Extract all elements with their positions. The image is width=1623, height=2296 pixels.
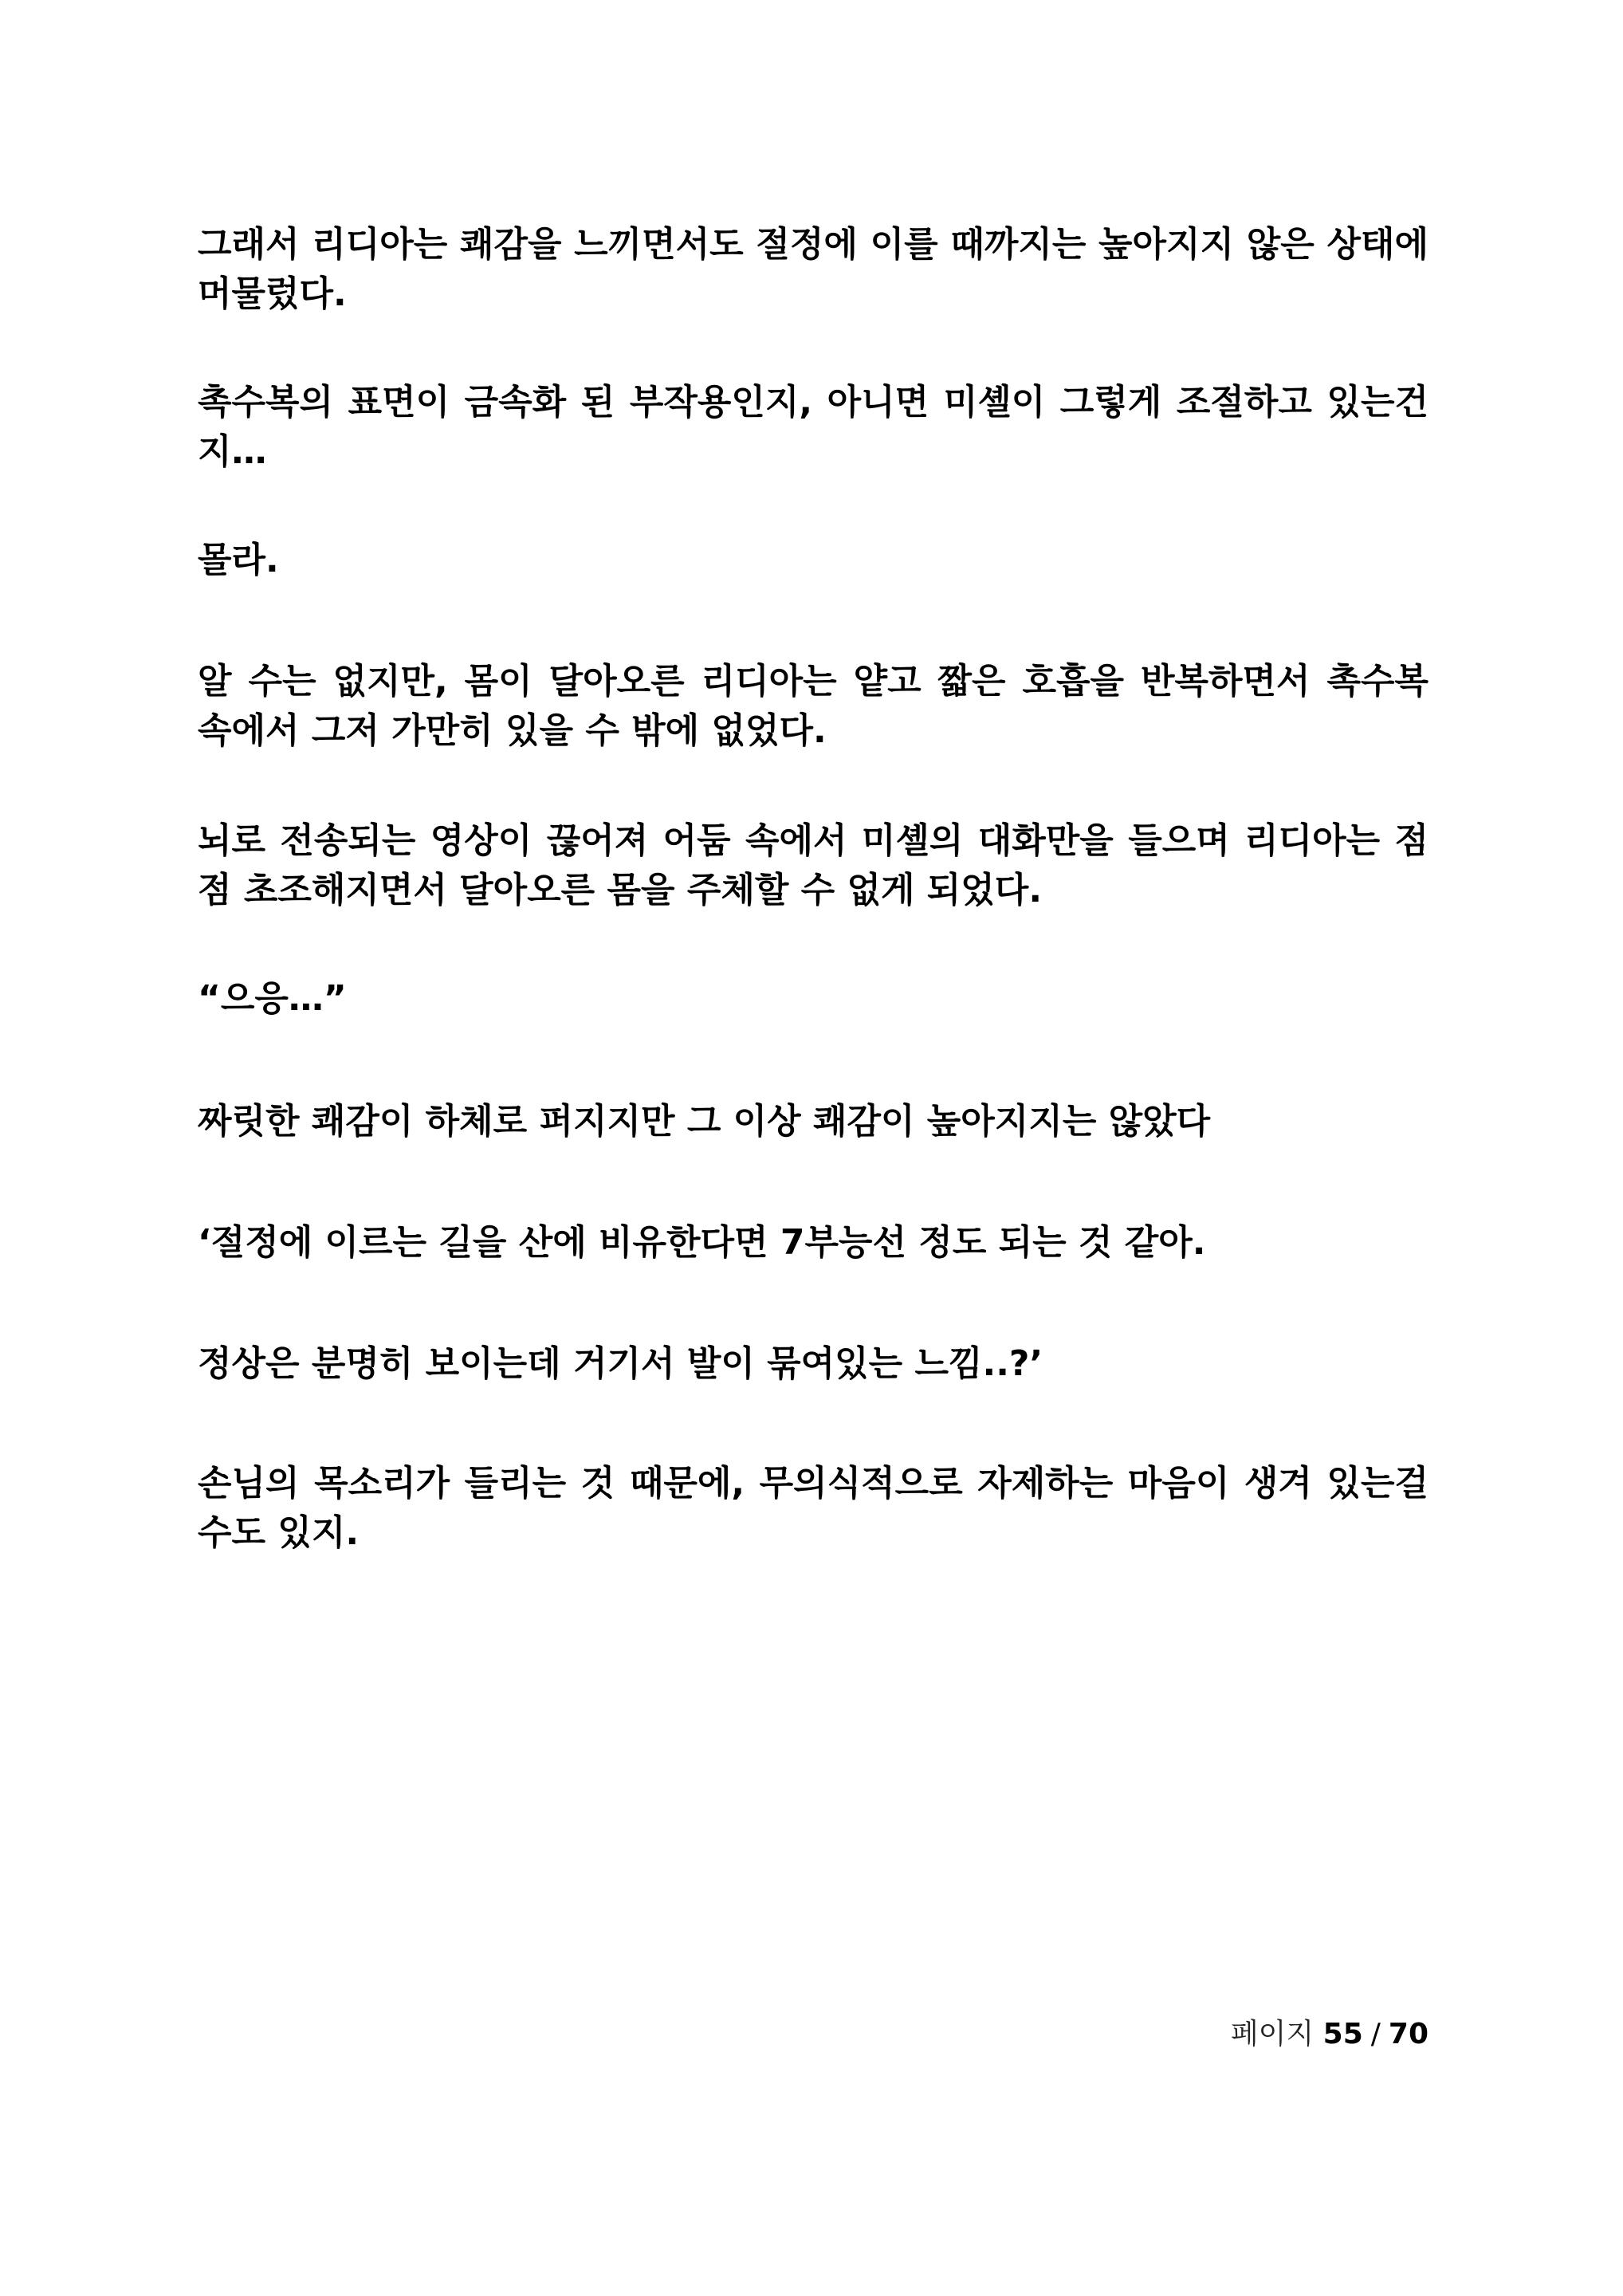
paragraph: 뇌로 전송되는 영상이 끊어져 어둠 속에서 미셸의 대화만을 들으며 리디아는 점점 초조해지면서 달아오른 몸을 주체할 수 없게 되었다. [198,820,1428,910]
paragraph: 그래서 리디아는 쾌감을 느끼면서도 절정에 이를 때까지는 높아지지 않은 상태에 머물렀다. [198,224,1428,314]
paragraph: 정상은 분명히 보이는데 거기서 발이 묶여있는 느낌..?’ [198,1343,1043,1384]
paragraph: “으응…” [198,978,347,1019]
page-label: 페이지 [1230,2018,1315,2050]
current-page-number: 55 [1322,2018,1363,2050]
page-separator: / [1370,2018,1381,2050]
paragraph: ‘절정에 이르는 길을 산에 비유한다면 7부능선 정도 되는 것 같아. [198,1222,1206,1263]
paragraph: 짜릿한 쾌감이 하체로 퍼지지만 그 이상 쾌감이 높아지지는 않았다 [198,1101,1211,1142]
paragraph: 몰라. [198,540,279,580]
total-pages-number: 70 [1388,2018,1428,2050]
paragraph: 손님의 목소리가 들리는 것 때문에, 무의식적으로 자제하는 마음이 생겨 있는걸 수도 있지. [198,1463,1428,1553]
paragraph: 알 수는 없지만, 몸이 달아오른 리디아는 얕고 짧은 호흡을 반복하면서 촉수복 속에서 그저 가만히 있을 수 밖에 없었다. [198,661,1428,751]
page-number-footer [1231,2017,1428,2052]
paragraph: 촉수복의 표면이 금속화 된 부작용인지, 아니면 미셸이 그렇게 조절하고 있는건지… [198,382,1428,472]
